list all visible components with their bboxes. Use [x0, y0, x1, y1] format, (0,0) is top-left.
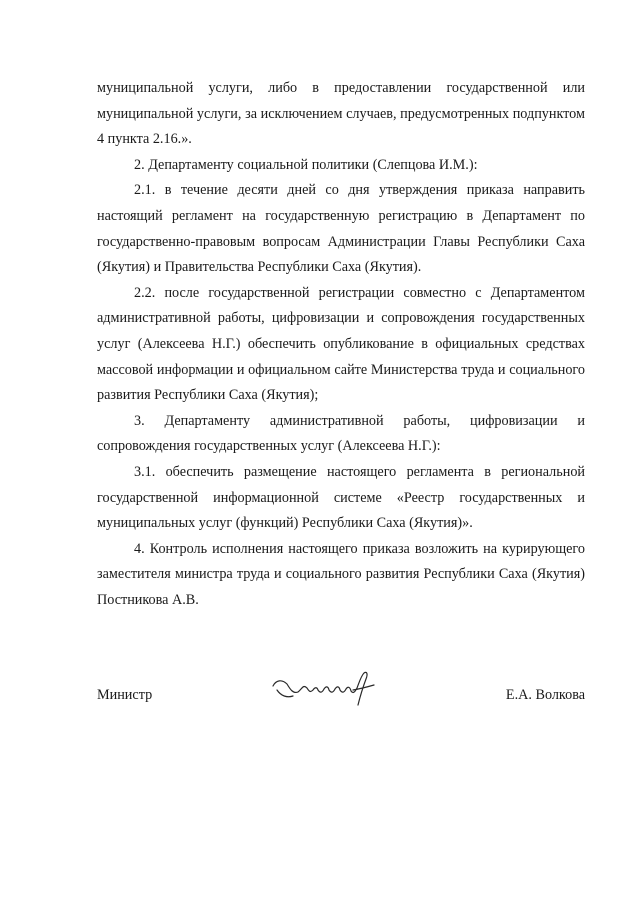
paragraph-item-3: 3. Департаменту административной работы, цифровизации и сопровождения государственных услуг (Алексеева Н.Г.): [97, 412, 585, 455]
paragraph-continuation: муниципальной услуги, либо в предоставлении государственной или муниципальной услуги, за исключением случаев, предусмотренных подпунктом 4 пункта 2.16.». [97, 80, 585, 148]
handwritten-signature-icon [267, 670, 379, 710]
paragraph-item-4: 4. Контроль исполнения настоящего приказа возложить на курирующего заместителя министра труда и социального развития Республики Саха (Якутия) Постникова А.В. [97, 540, 585, 608]
paragraph-item-2: 2. Департаменту социальной политики (Слепцова И.М.): [134, 156, 478, 173]
document-body [97, 76, 585, 613]
paragraph-item-3-1: 3.1. обеспечить размещение настоящего регламента в региональной государственной информационной системе «Реестр государственных и муниципальных услуг (функций) Республики Саха (Якутия)». [97, 463, 585, 532]
signatory-title: Министр [97, 687, 153, 703]
paragraph-item-2-1: 2.1. в течение десяти дней со дня утверждения приказа направить настоящий регламент на государственную регистрацию в Департамент по государственно-правовым вопросам Администрации Главы Республики Саха (Якутия) и Правительства Республики Саха (Якутия). [97, 182, 585, 276]
paragraph-item-2-2: 2.2. после государственной регистрации совместно с Департаментом административной работы, цифровизации и сопровождения государственных услуг (Алексеева Н.Г.) обеспечить опубликование в официальных средствах массовой информации и официальном сайте Министерства труда и социального развития Республики Саха (Якутия); [97, 284, 585, 404]
signature-block [97, 670, 585, 720]
signatory-name: Е.А. Волкова [505, 687, 585, 703]
